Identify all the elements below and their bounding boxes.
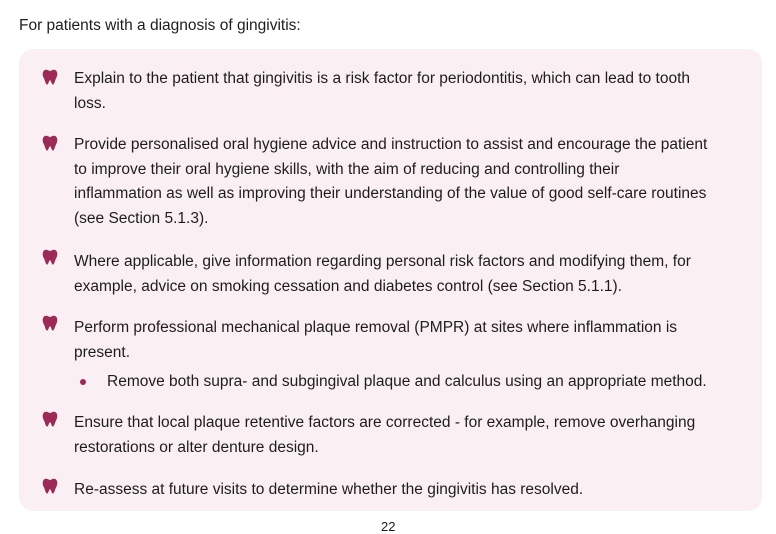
page-number: 22 (381, 519, 396, 534)
list-item (74, 133, 739, 231)
list-item (74, 478, 739, 503)
item-line: (see Section 5.1.3). (74, 209, 209, 227)
list-item (74, 316, 739, 365)
item-line: example, advice on smoking cessation and diabetes control (see Section 5.1.1). (74, 277, 622, 295)
item-line: Explain to the patient that gingivitis is a risk factor for periodontitis, which can lead to tooth (74, 70, 691, 87)
tooth-icon (41, 314, 59, 332)
tooth-icon (41, 248, 59, 266)
item-line: present. (74, 343, 131, 361)
item-line: loss. (74, 94, 106, 112)
intro-text: For patients with a diagnosis of gingivitis: (19, 17, 301, 34)
item-line: Perform professional mechanical plaque removal (PMPR) at sites where inflammation is (74, 319, 678, 336)
tooth-icon (41, 134, 59, 152)
sub-list-item (107, 370, 747, 395)
sub-item-text: Remove both supra- and subgingival plaque and calculus using an appropriate method. (107, 373, 707, 390)
tooth-icon (41, 410, 59, 428)
list-item (74, 67, 739, 116)
recommendations-panel (19, 49, 762, 511)
tooth-icon (41, 477, 59, 495)
item-line: to improve their oral hygiene skills, with the aim of reducing and controlling their (74, 160, 620, 178)
item-line: Where applicable, give information regarding personal risk factors and modifying them, for (74, 253, 691, 270)
list-item (74, 250, 739, 299)
tooth-icon (41, 68, 59, 86)
item-line: Re-assess at future visits to determine whether the gingivitis has resolved. (74, 481, 584, 498)
item-line: inflammation as well as improving their understanding of the value of good self-care routines (74, 185, 707, 202)
item-line: Ensure that local plaque retentive factors are corrected - for example, remove overhanging (74, 414, 696, 431)
item-line: restorations or alter denture design. (74, 438, 319, 456)
item-line: Provide personalised oral hygiene advice and instruction to assist and encourage the patient (74, 136, 708, 153)
list-item (74, 411, 739, 460)
sub-bullet-dot (80, 379, 86, 385)
